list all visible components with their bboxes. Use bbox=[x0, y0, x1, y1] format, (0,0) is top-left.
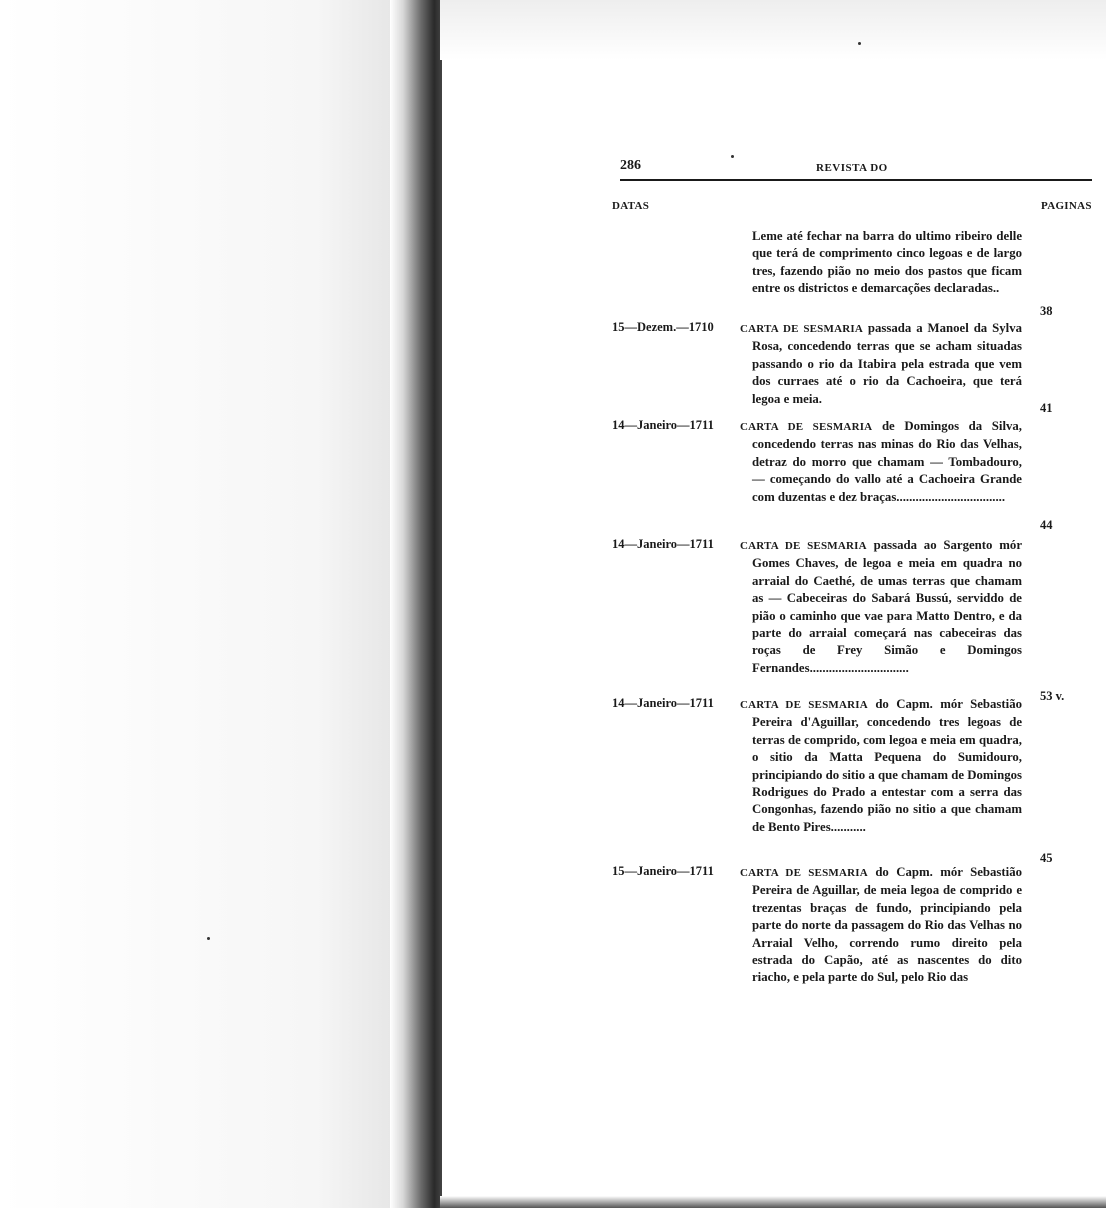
entry-date: 14—Janeiro—1711 bbox=[612, 418, 714, 432]
entry-body: do Capm. mór Sebastião Pereira d'Aguillar, concedendo tres legoas de terras de comprido, com legoa e meia em quadra, o sitio da Matta Pequena do Sumidouro, principiando do sitio a que chamam de Domingos Rodrigues do Prado a entestar com a serra das Congonhas, fazendo pião no sitio a que chamam de Bento Pires........... bbox=[752, 697, 1022, 834]
entry-kind: CARTA DE SESMARIA bbox=[740, 421, 873, 433]
entry-body: passada ao Sargento mór Gomes Chaves, de legoa e meia em quadra no arraial do Caethé, de umas terras que chamam as — Cabeceiras do Sabará Bussú, serviddo de pião o caminho que vae para Matto Dentro, e da parte do arraial começará nas cabeceiras das roças de Frey Simão e Domingos Fernandes............................... bbox=[752, 538, 1022, 675]
running-head: REVISTA DO bbox=[816, 162, 888, 174]
entry-kind: CARTA DE SESMARIA bbox=[740, 540, 867, 552]
entry-page: 41 bbox=[1040, 401, 1053, 415]
entry-text bbox=[752, 228, 1022, 298]
column-header-pages: PAGINAS bbox=[1041, 200, 1092, 212]
page-bottom-edge bbox=[440, 1196, 1106, 1208]
entry-page: 44 bbox=[1040, 518, 1053, 532]
entry-kind: CARTA DE SESMARIA bbox=[740, 323, 863, 335]
entry-text bbox=[740, 537, 1022, 677]
entry-body: do Capm. mór Sebastião Pereira de Aguillar, de meia legoa de comprido e trezentas braças de fundo, principiando pela parte do norte da passagem do Rio das Velhas no Arraial Velho, correndo rumo direito pela estrada do Capão, até as nascentes do dito riacho, e pela parte do Sul, pelo Rio das bbox=[752, 865, 1022, 985]
entry-text bbox=[740, 418, 1022, 506]
entry-date: 14—Janeiro—1711 bbox=[612, 537, 714, 551]
book-spine bbox=[390, 0, 442, 1208]
entry-text bbox=[740, 864, 1022, 987]
speck bbox=[207, 937, 210, 940]
page-number: 286 bbox=[620, 158, 641, 173]
entry-page: 38 bbox=[1040, 304, 1053, 318]
header-rule bbox=[620, 179, 1092, 184]
entry-date: 15—Janeiro—1711 bbox=[612, 864, 714, 878]
entry-page: 45 bbox=[1040, 851, 1053, 865]
entry-body: Leme até fechar na barra do ultimo ribeiro delle que terá de comprimento cinco legoas e de largo tres, fazendo pião no meio dos pastos que ficam entre os districtos e demarcações declaradas.. bbox=[752, 229, 1022, 296]
entry-text bbox=[740, 320, 1022, 408]
speck bbox=[858, 42, 861, 45]
entry-text bbox=[740, 696, 1022, 836]
entry-kind: CARTA DE SESMARIA bbox=[740, 699, 868, 711]
left-page-shade bbox=[0, 0, 395, 1208]
entry-body: de Domingos da Silva, concedendo terras nas minas do Rio das Velhas, detraz do morro que chamam — Tombadouro, — começando do vallo até a Cachoeira Grande com duzentas e dez braças.................................. bbox=[752, 419, 1022, 504]
column-header-dates: DATAS bbox=[612, 200, 650, 212]
page-top-edge bbox=[440, 0, 1106, 60]
entry-date: 15—Dezem.—1710 bbox=[612, 320, 714, 334]
entry-date: 14—Janeiro—1711 bbox=[612, 696, 714, 710]
entry-kind: CARTA DE SESMARIA bbox=[740, 867, 868, 879]
entry-page: 53 v. bbox=[1040, 689, 1065, 703]
entry-body: passada a Manoel da Sylva Rosa, concedendo terras que se acham situadas passando o rio da Itabira pela estrada que vem dos curraes até o rio da Cachoeira, que terá legoa e meia. bbox=[752, 321, 1022, 406]
